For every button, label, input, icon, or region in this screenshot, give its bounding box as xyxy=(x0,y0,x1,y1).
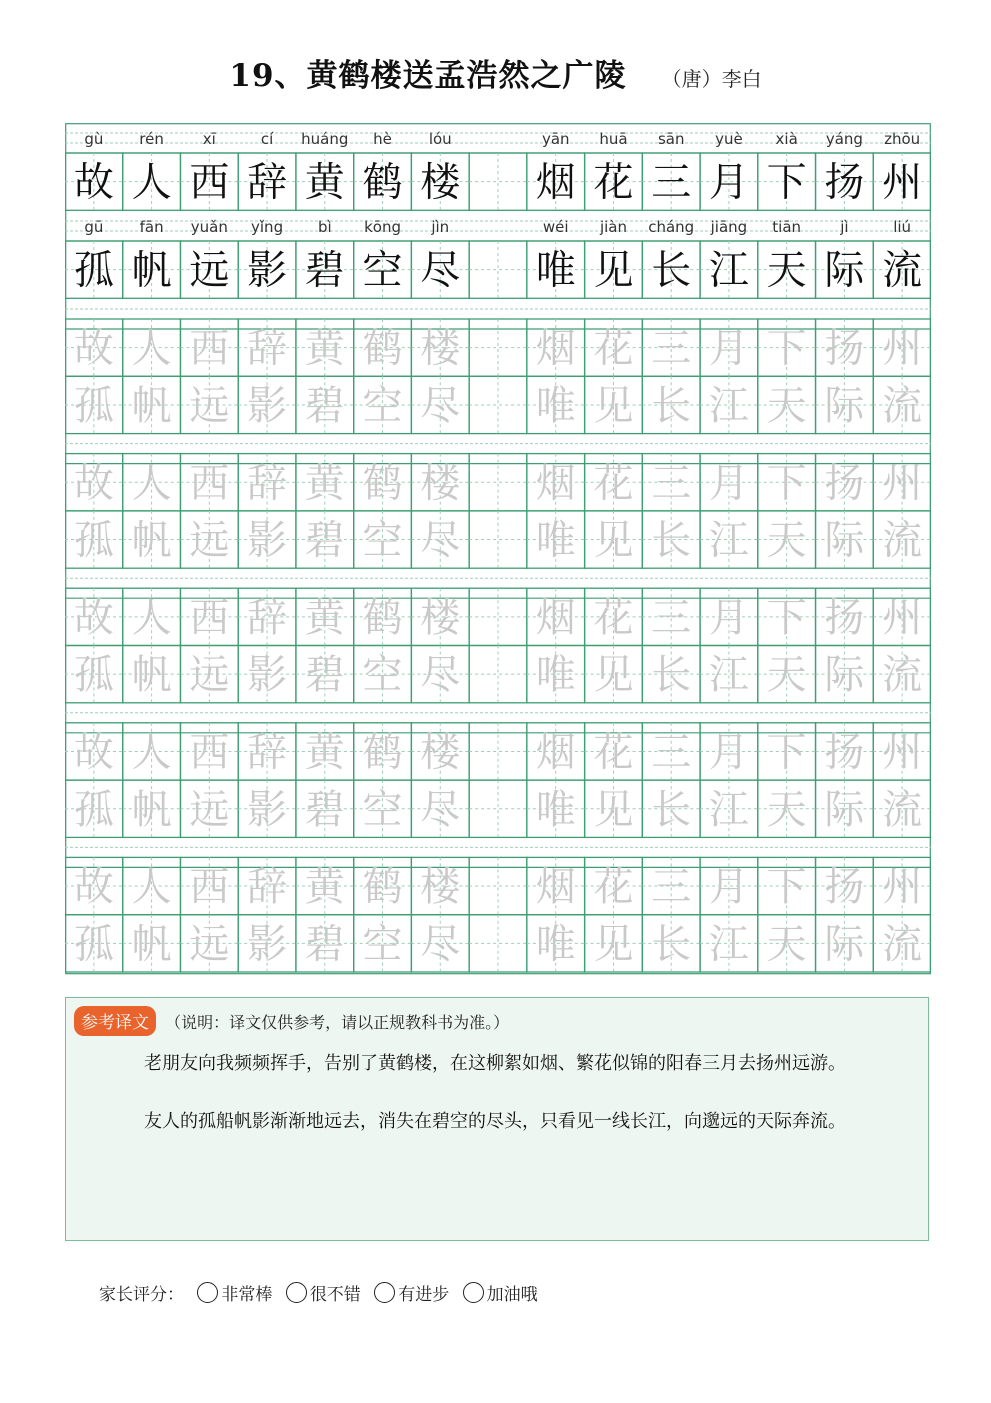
trace-character: 远 xyxy=(189,517,230,564)
model-character: 楼 xyxy=(420,159,461,206)
trace-character: 际 xyxy=(824,517,865,564)
trace-character: 烟 xyxy=(535,325,576,372)
radio-circle-icon[interactable] xyxy=(374,1282,395,1303)
model-character: 下 xyxy=(766,159,807,206)
pinyin-syllable: rén xyxy=(139,130,164,148)
trace-character: 人 xyxy=(131,325,172,372)
pinyin-syllable: liú xyxy=(893,218,912,236)
trace-character: 流 xyxy=(882,517,923,564)
trace-character: 远 xyxy=(189,652,230,699)
trace-character: 江 xyxy=(708,382,749,429)
trace-character: 花 xyxy=(593,729,634,776)
trace-character: 三 xyxy=(651,864,692,911)
trace-character: 空 xyxy=(362,517,403,564)
trace-character: 州 xyxy=(882,325,923,372)
trace-character: 鹤 xyxy=(362,460,403,507)
trace-character: 烟 xyxy=(535,864,576,911)
pinyin-syllable: gù xyxy=(84,130,104,148)
trace-character: 黄 xyxy=(304,729,345,776)
page-header xyxy=(0,50,991,95)
trace-character: 下 xyxy=(766,460,807,507)
trace-character: 三 xyxy=(651,460,692,507)
radio-circle-icon[interactable] xyxy=(286,1282,307,1303)
model-character: 唯 xyxy=(535,247,576,294)
trace-character: 鹤 xyxy=(362,325,403,372)
trace-character: 西 xyxy=(189,864,230,911)
trace-character: 烟 xyxy=(535,460,576,507)
trace-character: 三 xyxy=(651,729,692,776)
trace-character: 扬 xyxy=(824,460,865,507)
trace-character: 楼 xyxy=(420,325,461,372)
pinyin-syllable: gū xyxy=(84,218,104,236)
trace-character: 人 xyxy=(131,460,172,507)
trace-character: 州 xyxy=(882,594,923,641)
trace-character: 辞 xyxy=(247,460,288,507)
trace-character: 空 xyxy=(362,382,403,429)
trace-character: 扬 xyxy=(824,325,865,372)
trace-character: 碧 xyxy=(304,517,345,564)
trace-character: 花 xyxy=(593,594,634,641)
pinyin-syllable: tiān xyxy=(772,218,802,236)
trace-character: 长 xyxy=(651,652,692,699)
model-character: 江 xyxy=(708,247,749,294)
trace-character: 帆 xyxy=(131,517,172,564)
trace-character: 长 xyxy=(651,921,692,968)
trace-character: 三 xyxy=(651,594,692,641)
trace-character: 黄 xyxy=(304,460,345,507)
trace-character: 碧 xyxy=(304,382,345,429)
pinyin-syllable: bì xyxy=(317,218,332,236)
trace-character: 长 xyxy=(651,786,692,833)
radio-circle-icon[interactable] xyxy=(197,1282,218,1303)
trace-character: 帆 xyxy=(131,382,172,429)
trace-character: 唯 xyxy=(535,921,576,968)
trace-character: 流 xyxy=(882,652,923,699)
trace-character: 江 xyxy=(708,921,749,968)
trace-character: 下 xyxy=(766,325,807,372)
translation-note: （说明：译文仅供参考，请以正规教科书为准。） xyxy=(165,1013,510,1032)
pinyin-syllable: cí xyxy=(260,130,274,148)
trace-character: 花 xyxy=(593,460,634,507)
trace-character: 长 xyxy=(651,382,692,429)
rating-option-excellent[interactable]: 非常棒 xyxy=(197,1280,272,1305)
trace-character: 下 xyxy=(766,864,807,911)
model-character: 扬 xyxy=(824,159,865,206)
trace-character: 鹤 xyxy=(362,594,403,641)
rating-option-keep-going[interactable]: 加油哦 xyxy=(463,1280,538,1305)
poem-author: （唐）李白 xyxy=(661,67,762,91)
trace-character: 辞 xyxy=(247,729,288,776)
trace-character: 故 xyxy=(73,729,114,776)
trace-character: 辞 xyxy=(247,325,288,372)
trace-character: 烟 xyxy=(535,594,576,641)
trace-character: 天 xyxy=(766,652,807,699)
trace-character: 月 xyxy=(708,594,749,641)
trace-character: 唯 xyxy=(535,517,576,564)
trace-character: 天 xyxy=(766,786,807,833)
pinyin-syllable: yǐng xyxy=(251,218,284,236)
trace-character: 孤 xyxy=(73,786,114,833)
trace-character: 尽 xyxy=(420,921,461,968)
model-character: 烟 xyxy=(535,159,576,206)
trace-character: 州 xyxy=(882,864,923,911)
trace-character: 辞 xyxy=(247,864,288,911)
trace-character: 鹤 xyxy=(362,864,403,911)
trace-character: 扬 xyxy=(824,729,865,776)
rating-option-improving[interactable]: 有进步 xyxy=(374,1280,449,1305)
trace-character: 下 xyxy=(766,594,807,641)
pinyin-syllable: zhōu xyxy=(884,130,921,148)
pinyin-syllable: yān xyxy=(541,130,570,148)
model-character: 西 xyxy=(189,159,230,206)
trace-character: 西 xyxy=(189,325,230,372)
rating-option-good[interactable]: 很不错 xyxy=(286,1280,361,1305)
model-character: 远 xyxy=(189,247,230,294)
pinyin-syllable: huáng xyxy=(301,130,349,148)
trace-character: 孤 xyxy=(73,921,114,968)
trace-character: 烟 xyxy=(535,729,576,776)
radio-circle-icon[interactable] xyxy=(463,1282,484,1303)
trace-character: 故 xyxy=(73,460,114,507)
trace-character: 州 xyxy=(882,460,923,507)
trace-character: 流 xyxy=(882,382,923,429)
trace-character: 三 xyxy=(651,325,692,372)
trace-character: 影 xyxy=(247,921,288,968)
trace-character: 楼 xyxy=(420,594,461,641)
pinyin-syllable: yuǎn xyxy=(190,218,228,236)
trace-character: 远 xyxy=(189,786,230,833)
pinyin-syllable: hè xyxy=(373,130,392,148)
model-character: 辞 xyxy=(247,159,288,206)
pinyin-syllable: kōng xyxy=(364,218,401,236)
model-character: 尽 xyxy=(420,247,461,294)
trace-character: 花 xyxy=(593,325,634,372)
trace-character: 唯 xyxy=(535,786,576,833)
pinyin-syllable: sān xyxy=(657,130,685,148)
trace-character: 空 xyxy=(362,652,403,699)
trace-character: 帆 xyxy=(131,652,172,699)
trace-character: 故 xyxy=(73,325,114,372)
model-character: 州 xyxy=(882,159,923,206)
parent-rating xyxy=(99,1280,538,1305)
model-character: 三 xyxy=(651,159,692,206)
trace-character: 孤 xyxy=(73,652,114,699)
trace-character: 月 xyxy=(708,864,749,911)
trace-character: 见 xyxy=(593,921,634,968)
pinyin-syllable: jì xyxy=(840,218,849,236)
model-character: 人 xyxy=(131,159,172,206)
trace-character: 鹤 xyxy=(362,729,403,776)
trace-character: 故 xyxy=(73,594,114,641)
trace-character: 月 xyxy=(708,325,749,372)
trace-character: 楼 xyxy=(420,729,461,776)
pinyin-syllable: huā xyxy=(599,130,628,148)
trace-character: 楼 xyxy=(420,864,461,911)
model-character: 天 xyxy=(766,247,807,294)
trace-character: 江 xyxy=(708,786,749,833)
pinyin-syllable: cháng xyxy=(648,218,695,236)
model-character: 流 xyxy=(882,247,923,294)
trace-character: 尽 xyxy=(420,786,461,833)
pinyin-syllable: xī xyxy=(202,130,216,148)
trace-character: 西 xyxy=(189,460,230,507)
model-character: 黄 xyxy=(304,159,345,206)
trace-character: 长 xyxy=(651,517,692,564)
trace-character: 影 xyxy=(247,382,288,429)
trace-character: 际 xyxy=(824,921,865,968)
trace-character: 黄 xyxy=(304,594,345,641)
trace-character: 见 xyxy=(593,517,634,564)
trace-character: 孤 xyxy=(73,382,114,429)
trace-character: 人 xyxy=(131,594,172,641)
model-character: 孤 xyxy=(73,247,114,294)
poem-title: 19、黄鹤楼送孟浩然之广陵 xyxy=(229,58,627,94)
model-character: 见 xyxy=(593,247,634,294)
trace-character: 碧 xyxy=(304,652,345,699)
trace-character: 际 xyxy=(824,652,865,699)
pinyin-syllable: xià xyxy=(775,130,798,148)
trace-character: 江 xyxy=(708,652,749,699)
pinyin-syllable: wéi xyxy=(542,218,569,236)
trace-character: 故 xyxy=(73,864,114,911)
trace-character: 扬 xyxy=(824,594,865,641)
pinyin-syllable: lóu xyxy=(428,130,452,148)
trace-character: 天 xyxy=(766,382,807,429)
trace-character: 见 xyxy=(593,652,634,699)
trace-character: 天 xyxy=(766,921,807,968)
translation-panel xyxy=(65,997,929,1241)
trace-character: 见 xyxy=(593,382,634,429)
translation-paragraph: 老朋友向我频频挥手，告别了黄鹤楼，在这柳絮如烟、繁花似锦的阳春三月去扬州远游。 xyxy=(144,1053,846,1074)
pinyin-syllable: yuè xyxy=(715,130,743,148)
trace-character: 唯 xyxy=(535,652,576,699)
model-character: 际 xyxy=(824,247,865,294)
trace-character: 碧 xyxy=(304,786,345,833)
trace-character: 下 xyxy=(766,729,807,776)
translation-header xyxy=(74,1006,509,1036)
practice-grid xyxy=(65,123,931,975)
pinyin-syllable: fān xyxy=(139,218,164,236)
model-character: 空 xyxy=(362,247,403,294)
trace-character: 流 xyxy=(882,786,923,833)
trace-character: 孤 xyxy=(73,517,114,564)
trace-character: 月 xyxy=(708,729,749,776)
trace-character: 月 xyxy=(708,460,749,507)
translation-badge: 参考译文 xyxy=(74,1006,156,1036)
trace-character: 影 xyxy=(247,786,288,833)
trace-character: 际 xyxy=(824,786,865,833)
trace-character: 天 xyxy=(766,517,807,564)
trace-character: 际 xyxy=(824,382,865,429)
trace-character: 西 xyxy=(189,594,230,641)
trace-character: 扬 xyxy=(824,864,865,911)
model-character: 影 xyxy=(247,247,288,294)
model-character: 碧 xyxy=(304,247,345,294)
trace-character: 见 xyxy=(593,786,634,833)
trace-character: 帆 xyxy=(131,921,172,968)
trace-character: 远 xyxy=(189,382,230,429)
trace-character: 江 xyxy=(708,517,749,564)
trace-character: 尽 xyxy=(420,382,461,429)
trace-character: 空 xyxy=(362,786,403,833)
trace-character: 尽 xyxy=(420,652,461,699)
trace-character: 空 xyxy=(362,921,403,968)
trace-character: 帆 xyxy=(131,786,172,833)
trace-character: 唯 xyxy=(535,382,576,429)
trace-character: 尽 xyxy=(420,517,461,564)
model-character: 月 xyxy=(708,159,749,206)
trace-character: 辞 xyxy=(247,594,288,641)
trace-character: 人 xyxy=(131,729,172,776)
trace-character: 影 xyxy=(247,517,288,564)
pinyin-syllable: yáng xyxy=(825,130,863,148)
trace-character: 州 xyxy=(882,729,923,776)
trace-character: 黄 xyxy=(304,864,345,911)
trace-character: 黄 xyxy=(304,325,345,372)
model-character: 鹤 xyxy=(362,159,403,206)
model-character: 长 xyxy=(651,247,692,294)
trace-character: 花 xyxy=(593,864,634,911)
model-character: 帆 xyxy=(131,247,172,294)
translation-paragraph: 友人的孤船帆影渐渐地远去，消失在碧空的尽头，只看见一线长江，向邈远的天际奔流。 xyxy=(144,1111,846,1132)
model-character: 故 xyxy=(73,159,114,206)
trace-character: 西 xyxy=(189,729,230,776)
trace-character: 楼 xyxy=(420,460,461,507)
pinyin-syllable: jiàn xyxy=(599,218,627,236)
trace-character: 流 xyxy=(882,921,923,968)
pinyin-syllable: jiāng xyxy=(710,218,748,236)
rating-label: 家长评分： xyxy=(99,1285,184,1305)
trace-character: 人 xyxy=(131,864,172,911)
trace-character: 影 xyxy=(247,652,288,699)
pinyin-syllable: jìn xyxy=(431,218,450,236)
trace-character: 碧 xyxy=(304,921,345,968)
model-character: 花 xyxy=(593,159,634,206)
trace-character: 远 xyxy=(189,921,230,968)
